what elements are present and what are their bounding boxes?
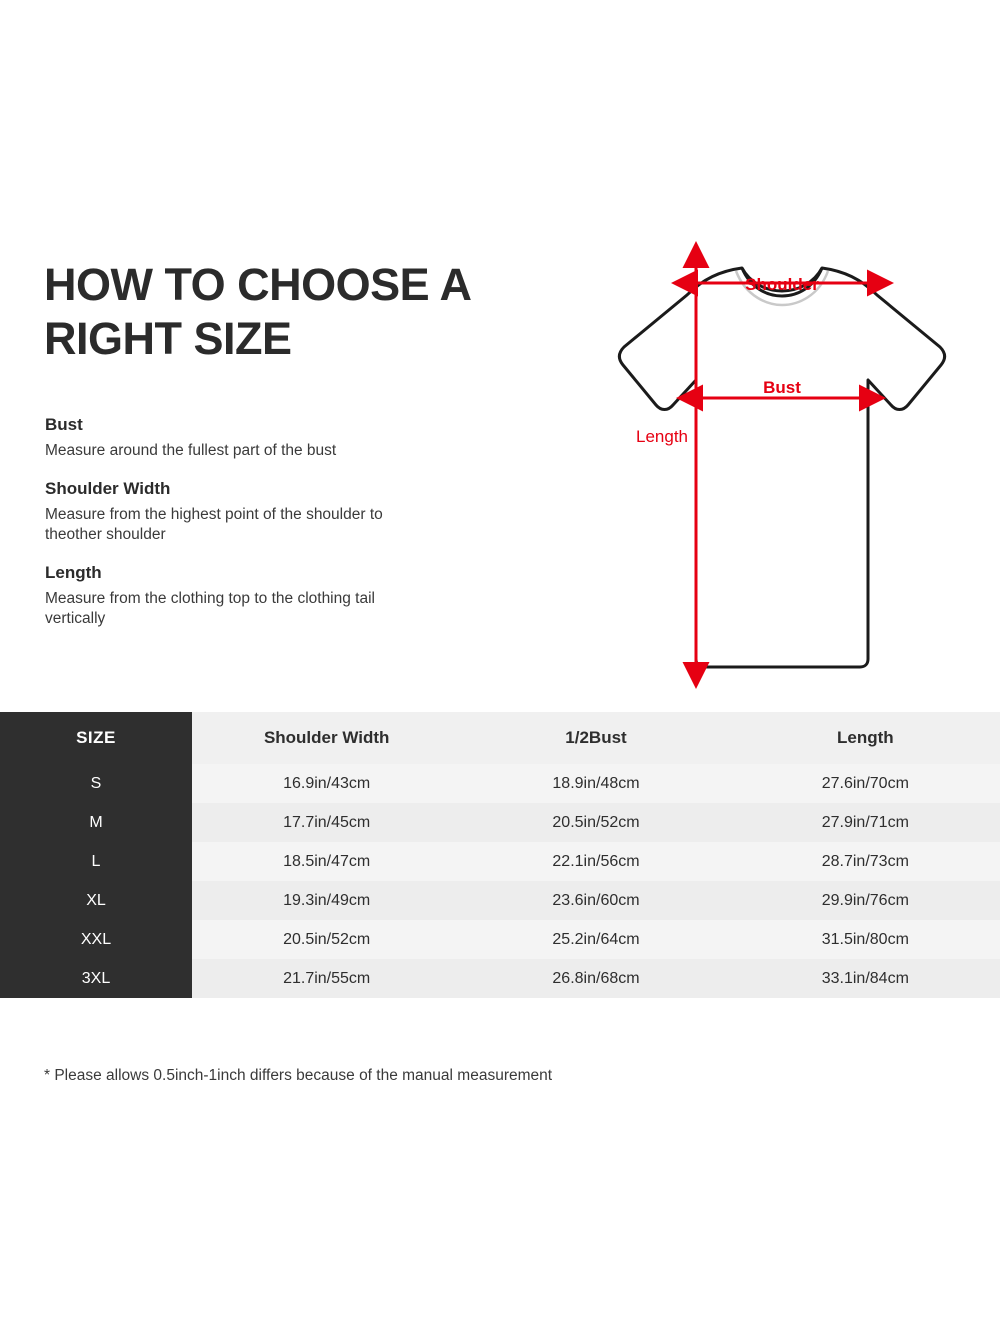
definition-description: Measure from the highest point of the shoulder to theother shoulder <box>45 506 383 543</box>
definition-bust <box>45 415 515 461</box>
definition-description: Measure from the clothing top to the clothing tail vertically <box>45 590 375 627</box>
table-head <box>0 712 1000 764</box>
table-row <box>0 920 1000 959</box>
cell-shoulder-width: 18.5in/47cm <box>192 842 461 881</box>
definition-shoulder-width <box>45 479 515 545</box>
cell-shoulder-width: 19.3in/49cm <box>192 881 461 920</box>
cell-half-bust: 26.8in/68cm <box>461 959 730 998</box>
table-row <box>0 881 1000 920</box>
cell-size: S <box>0 764 192 803</box>
definition-description: Measure around the fullest part of the bust <box>45 442 337 459</box>
cell-size: L <box>0 842 192 881</box>
column-header-shoulder-width: Shoulder Width <box>192 712 461 764</box>
cell-shoulder-width: 16.9in/43cm <box>192 764 461 803</box>
cell-length: 27.6in/70cm <box>731 764 1000 803</box>
cell-size: 3XL <box>0 959 192 998</box>
size-table-container <box>0 712 1000 998</box>
shoulder-label: Shoulder <box>745 275 819 294</box>
cell-half-bust: 20.5in/52cm <box>461 803 730 842</box>
table-row <box>0 803 1000 842</box>
cell-shoulder-width: 21.7in/55cm <box>192 959 461 998</box>
table-header-row <box>0 712 1000 764</box>
cell-length: 33.1in/84cm <box>731 959 1000 998</box>
table-row <box>0 959 1000 998</box>
cell-half-bust: 23.6in/60cm <box>461 881 730 920</box>
bust-label: Bust <box>763 378 801 397</box>
table-row <box>0 764 1000 803</box>
cell-size: XL <box>0 881 192 920</box>
definition-term: Length <box>45 563 102 582</box>
definitions-list <box>45 415 515 647</box>
definition-length <box>45 563 515 629</box>
table-body <box>0 764 1000 998</box>
table-row <box>0 842 1000 881</box>
page-title: HOW TO CHOOSE A RIGHT SIZE <box>44 259 470 364</box>
tshirt-outline <box>619 268 944 667</box>
cell-length: 27.9in/71cm <box>731 803 1000 842</box>
cell-shoulder-width: 17.7in/45cm <box>192 803 461 842</box>
cell-half-bust: 22.1in/56cm <box>461 842 730 881</box>
column-header-half-bust: 1/2Bust <box>461 712 730 764</box>
cell-half-bust: 18.9in/48cm <box>461 764 730 803</box>
definition-term: Shoulder Width <box>45 479 171 498</box>
cell-size: M <box>0 803 192 842</box>
cell-half-bust: 25.2in/64cm <box>461 920 730 959</box>
measurement-note: * Please allows 0.5inch-1inch differs because of the manual measurement <box>44 1067 553 1084</box>
definition-term: Bust <box>45 415 83 434</box>
cell-size: XXL <box>0 920 192 959</box>
tshirt-measurement-diagram <box>510 235 980 695</box>
size-table <box>0 712 1000 998</box>
cell-length: 31.5in/80cm <box>731 920 1000 959</box>
column-header-length: Length <box>731 712 1000 764</box>
column-header-size: SIZE <box>0 712 192 764</box>
cell-shoulder-width: 20.5in/52cm <box>192 920 461 959</box>
cell-length: 28.7in/73cm <box>731 842 1000 881</box>
length-label: Length <box>636 427 688 446</box>
cell-length: 29.9in/76cm <box>731 881 1000 920</box>
